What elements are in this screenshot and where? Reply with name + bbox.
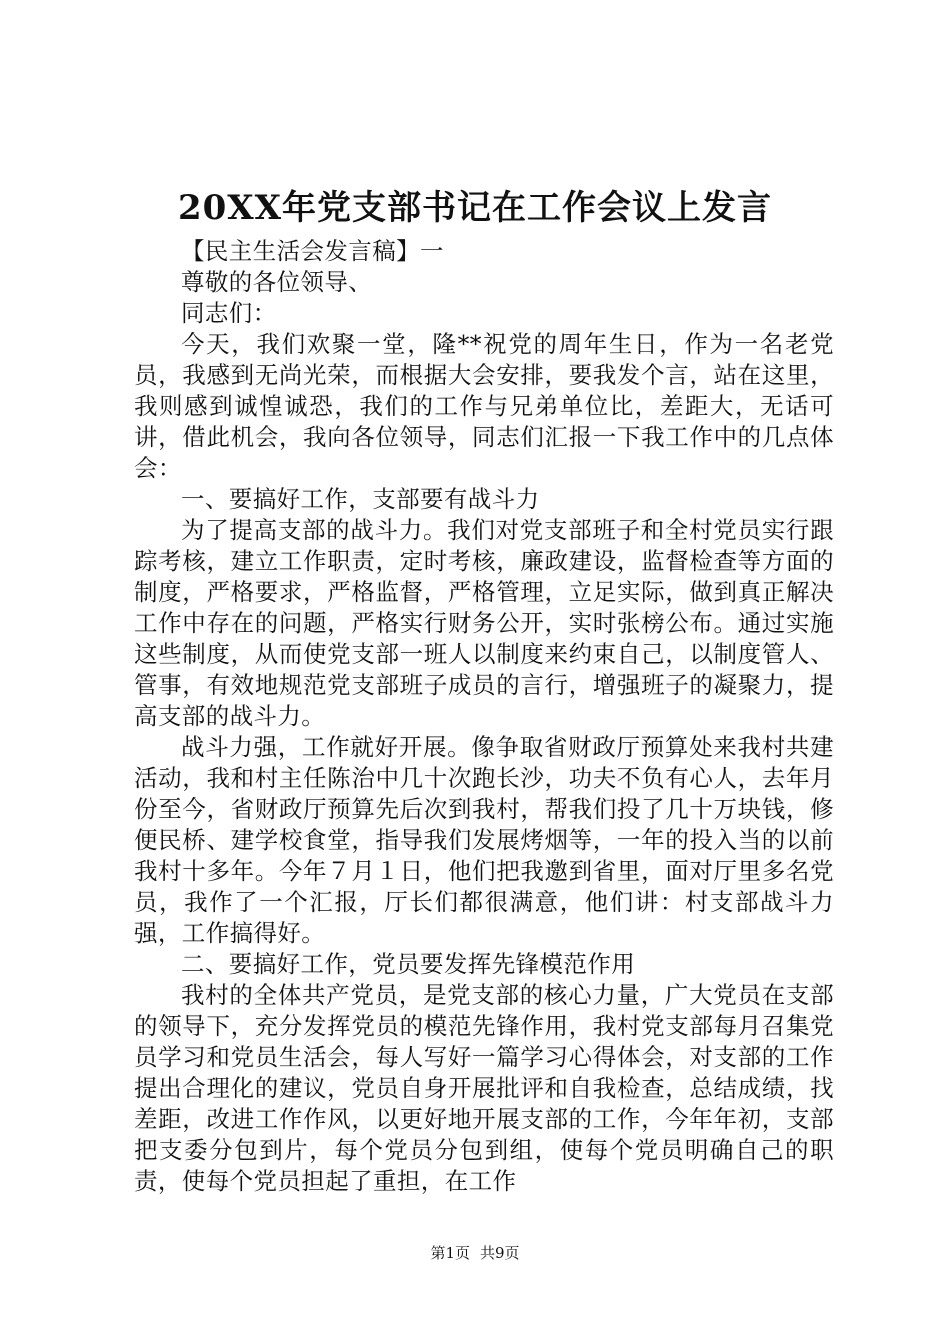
paragraph: 战斗力强，工作就好开展。像争取省财政厅预算处来我村共建活动，我和村主任陈治中几十次跑长沙，功夫不负有心人，去年月份至今，省财政厅预算先后次到我村，帮我们投了几十万块钱，修便民桥、建学校食堂，指导我们发展烤烟等，一年的投入当的以前我村十多年。今年７月１日，他们把我邀到省里，面对厅里多名党员，我作了一个汇报，厅长们都很满意，他们讲：村支部战斗力强，工作搞得好。 [134, 733, 834, 947]
paragraph: 今天，我们欢聚一堂，隆**祝党的周年生日，作为一名老党员，我感到无尚光荣，而根据大会安排，要我发个言，站在这里，我则感到诚惶诚恐，我们的工作与兄弟单位比，差距大，无话可讲，借此机会，我向各位领导，同志们汇报一下我工作中的几点体会： [134, 330, 834, 482]
paragraph: 为了提高支部的战斗力。我们对党支部班子和全村党员实行跟踪考核，建立工作职责，定时考核，廉政建设，监督检查等方面的制度，严格要求，严格监督，严格管理，立足实际，做到真正解决工作中存在的问题，严格实行财务公开，实时张榜公布。通过实施这些制度，从而使党支部一班人以制度来约束自己，以制度管人、管事，有效地规范党支部班子成员的言行，增强班子的凝聚力，提高支部的战斗力。 [134, 516, 834, 730]
paragraph: 同志们： [181, 299, 277, 327]
section-heading: 一、要搞好工作，支部要有战斗力 [181, 485, 540, 513]
page-footer [0, 1243, 950, 1263]
document-title: 20XX年党支部书记在工作会议上发言 [177, 188, 773, 228]
section-heading: 二、要搞好工作，党员要发挥先锋模范作用 [181, 950, 636, 978]
page-total: 共9页 [480, 1244, 520, 1262]
paragraph: 【民主生活会发言稿】一 [181, 237, 444, 265]
page-number: 第1页 [430, 1244, 470, 1262]
paragraph: 尊敬的各位领导、 [181, 268, 373, 296]
document-body [134, 236, 834, 1197]
paragraph: 我村的全体共产党员，是党支部的核心力量，广大党员在支部的领导下，充分发挥党员的模范先锋作用，我村党支部每月召集党员学习和党员生活会，每人写好一篇学习心得体会，对支部的工作提出合理化的建议，党员自身开展批评和自我检查，总结成绩，找差距，改进工作作风，以更好地开展支部的工作，今年年初，支部把支委分包到片，每个党员分包到组，使每个党员明确自己的职责，使每个党员担起了重担，在工作 [134, 981, 834, 1195]
